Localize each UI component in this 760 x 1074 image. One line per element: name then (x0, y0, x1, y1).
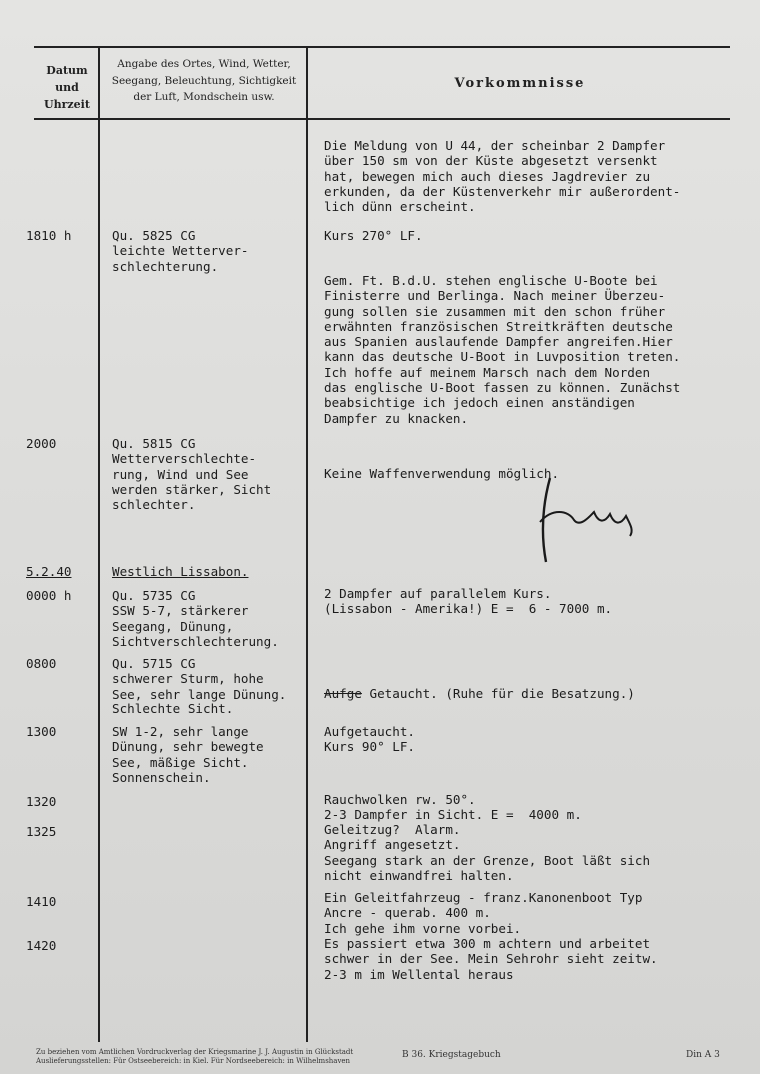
struck-text: Aufge (324, 686, 362, 701)
entry-time: 1320 (26, 794, 57, 809)
entry-time: 1410 (26, 894, 57, 909)
footer-form-id: B 36. Kriegstagebuch (402, 1050, 501, 1060)
entry-place: Qu. 5715 CG schwerer Sturm, hohe See, sehr lange Dünung. (112, 656, 287, 702)
footer-publisher-note: Zu beziehen vom Amtlichen Vordruckverlag der Kriegsmarine J. J. Augustin in Glückstadt Auslieferungsstellen: Für Ostseebereich: in Kiel. Für Nordseebereich: in Wilhelmshaven (36, 1048, 354, 1065)
header-bottom-rule (34, 118, 730, 120)
header-date-line: Uhrzeit (44, 98, 90, 111)
entry-place: SW 1-2, sehr lange Dünung, sehr bewegte See, mäßige Sicht. Sonnenschein. (112, 724, 264, 785)
header-date-column (38, 62, 96, 113)
entry-time: 1810 h (26, 228, 72, 243)
header-place-line: der Luft, Mondschein usw. (133, 91, 275, 103)
footer-paper-size: Din A 3 (686, 1050, 720, 1060)
event-text: 2 Dampfer auf parallelem Kurs. (Lissabon - Amerika!) E = 6 - 7000 m. (324, 586, 613, 617)
entry-time: 2000 (26, 436, 57, 451)
event-text: Ein Geleitfahrzeug - franz.Kanonenboot Typ Ancre - querab. 400 m. Ich gehe ihm vorne vorbei. (324, 890, 643, 936)
event-text: Kurs 270° LF. (324, 228, 423, 243)
entry-time: 0000 h (26, 588, 72, 603)
header-place-column (104, 56, 304, 106)
header-date-line: Datum (46, 64, 88, 77)
entry-time: 1325 (26, 824, 57, 839)
header-events-column: Vorkommnisse (454, 76, 586, 91)
event-text: Geleitzug? Alarm. Angriff angesetzt. Seegang stark an der Grenze, Boot läßt sich nicht einwandfrei halten. (324, 822, 651, 883)
event-text: Die Meldung von U 44, der scheinbar 2 Dampfer über 150 sm von der Küste abgesetzt versenkt hat, bewegen mich auch dieses Jagdrevier zu erkunden, da der Küstenverkehr mir außerordent- lich dünn erscheint. (324, 138, 681, 215)
entry-time: 1420 (26, 938, 57, 953)
event-text: Aufgetaucht. Kurs 90° LF. (324, 724, 415, 755)
header-place-line: Angabe des Ortes, Wind, Wetter, (117, 58, 291, 70)
entry-place: Qu. 5825 CG leichte Wetterver- schlechterung. (112, 228, 249, 274)
entry-place: Westlich Lissabon. (112, 564, 249, 579)
entry-time: 0800 (26, 656, 57, 671)
event-text: Es passiert etwa 300 m achtern und arbeitet schwer in der See. Mein Sehrohr sieht zeitw. 2-3 m im Wellental heraus (324, 936, 658, 982)
event-text: Rauchwolken rw. 50°. 2-3 Dampfer in Sicht. E = 4000 m. (324, 792, 582, 823)
event-text: Keine Waffenverwendung möglich. (324, 466, 560, 481)
header-place-line: Seegang, Beleuchtung, Sichtigkeit (111, 74, 297, 87)
header-top-rule (34, 46, 730, 48)
entry-time: 1300 (26, 724, 57, 739)
column-divider-2 (306, 46, 308, 1042)
column-divider-1 (98, 46, 100, 1042)
entry-place: Schlechte Sicht. (112, 701, 234, 716)
event-text: Gem. Ft. B.d.U. stehen englische U-Boote bei Finisterre und Berlinga. Nach meiner Überzeu- gung sollen sie zusammen mit den schon früher erwähnten französischen Streitkräften deutsche aus Spanien auslaufende Dampfer angreifen.Hier kann das deutsche U-Boot in Luvposition treten. Ich hoffe auf meinem Marsch nach dem Norden das englische U-Boot fassen zu können. Zunächst beabsichtige ich jedoch einen anständigen Dampfer zu knacken. (324, 273, 681, 426)
entry-place: Qu. 5735 CG SSW 5-7, stärkerer Seegang, Dünung, Sichtverschlechterung. (112, 588, 279, 649)
commander-signature (534, 470, 644, 570)
header-date-line: und (55, 81, 79, 94)
event-text (324, 686, 635, 701)
entry-place: Qu. 5815 CG Wetterverschlechte- rung, Wind und See werden stärker, Sicht schlechter. (112, 436, 272, 513)
entry-date: 5.2.40 (26, 564, 72, 579)
event-text: Getaucht. (Ruhe für die Besatzung.) (361, 686, 635, 701)
